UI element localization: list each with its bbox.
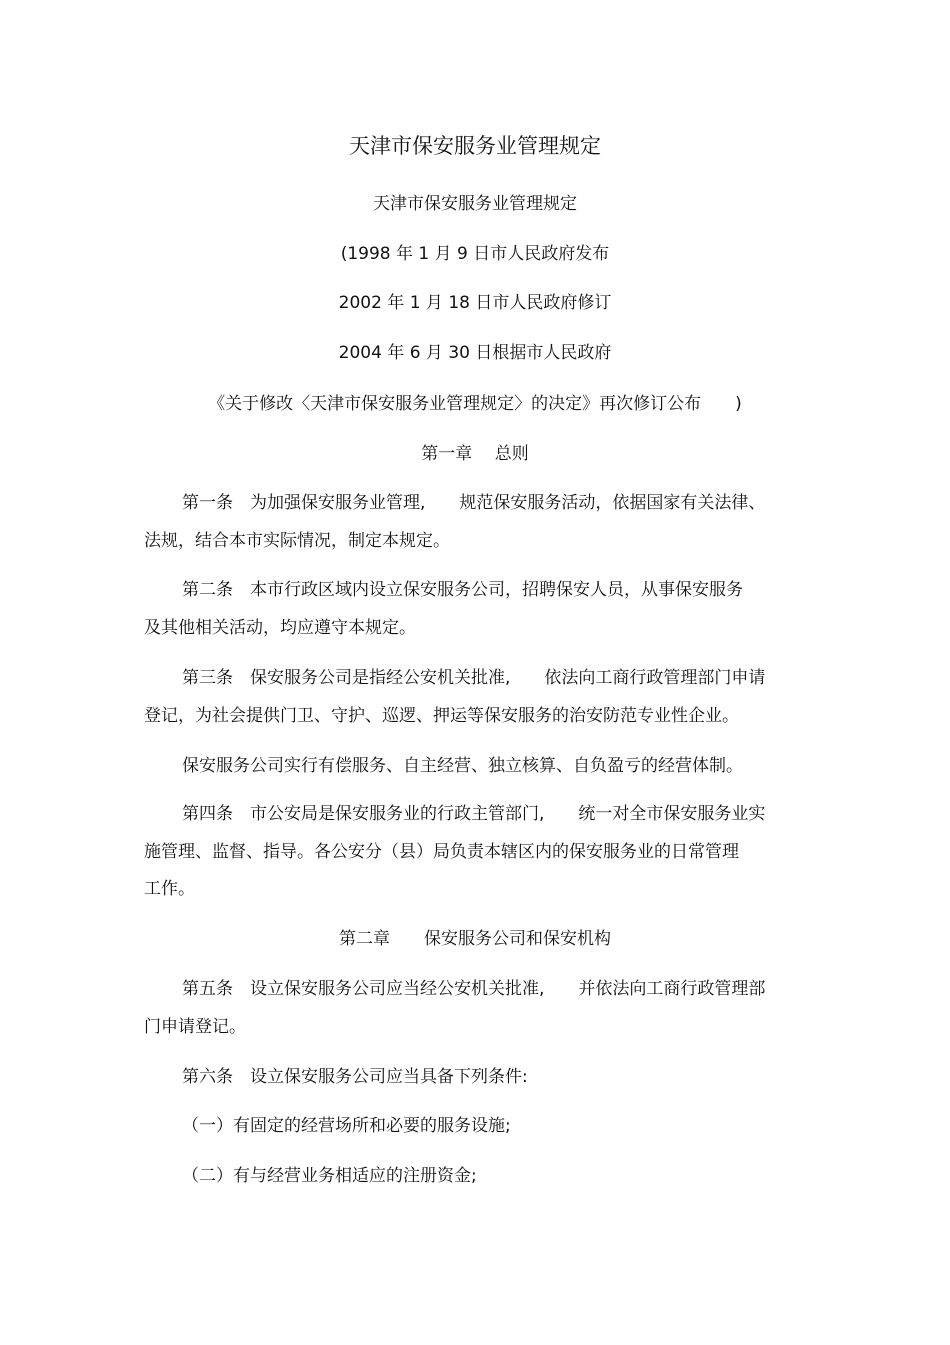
document-subtitle: 天津市保安服务业管理规定 [373,194,577,214]
history-line-4: 《关于修改〈天津市保安服务业管理规定〉的决定》再次修订公布 ) [208,394,742,414]
chapter-2-heading: 第二章 保安服务公司和保安机构 [339,929,611,949]
article-2-line-2: 及其他相关活动，均应遵守本规定。 [144,618,416,638]
article-1-line-1: 第一条 为加强保安服务业管理, 规范保安服务活动，依据国家有关法律、 [182,493,766,513]
document-title: 天津市保安服务业管理规定 [349,134,601,158]
article-6-item-2: （二）有与经营业务相适应的注册资金; [182,1166,477,1186]
article-4-line-3: 工作。 [144,879,195,899]
article-3-line-2: 登记，为社会提供门卫、守护、巡逻、押运等保安服务的治安防范专业性企业。 [144,706,739,726]
article-4-line-2: 施管理、监督、指导。各公安分（县）局负责本辖区内的保安服务业的日常管理 [144,842,739,862]
article-3-line-1: 第三条 保安服务公司是指经公安机关批准, 依法向工商行政管理部门申请 [182,668,766,688]
article-6-line-1: 第六条 设立保安服务公司应当具备下列条件: [182,1067,528,1087]
article-1-line-2: 法规，结合本市实际情况，制定本规定。 [144,531,450,551]
article-6-item-1: （一）有固定的经营场所和必要的服务设施; [182,1116,511,1136]
article-2-line-1: 第二条 本市行政区域内设立保安服务公司，招聘保安人员，从事保安服务 [182,580,743,600]
history-line-1: (1998 年 1 月 9 日市人民政府发布 [340,244,610,264]
article-4-line-1: 第四条 市公安局是保安服务业的行政主管部门, 统一对全市保安服务业实 [182,804,766,824]
history-line-3: 2004 年 6 月 30 日根据市人民政府 [338,343,612,363]
chapter-1-heading: 第一章 总则 [421,444,529,464]
article-5-line-1: 第五条 设立保安服务公司应当经公安机关批准, 并依法向工商行政管理部 [182,979,766,999]
history-line-2: 2002 年 1 月 18 日市人民政府修订 [338,293,612,313]
article-5-line-2: 门申请登记。 [144,1017,246,1037]
article-3-line-3: 保安服务公司实行有偿服务、自主经营、独立核算、自负盈亏的经营体制。 [182,756,743,776]
